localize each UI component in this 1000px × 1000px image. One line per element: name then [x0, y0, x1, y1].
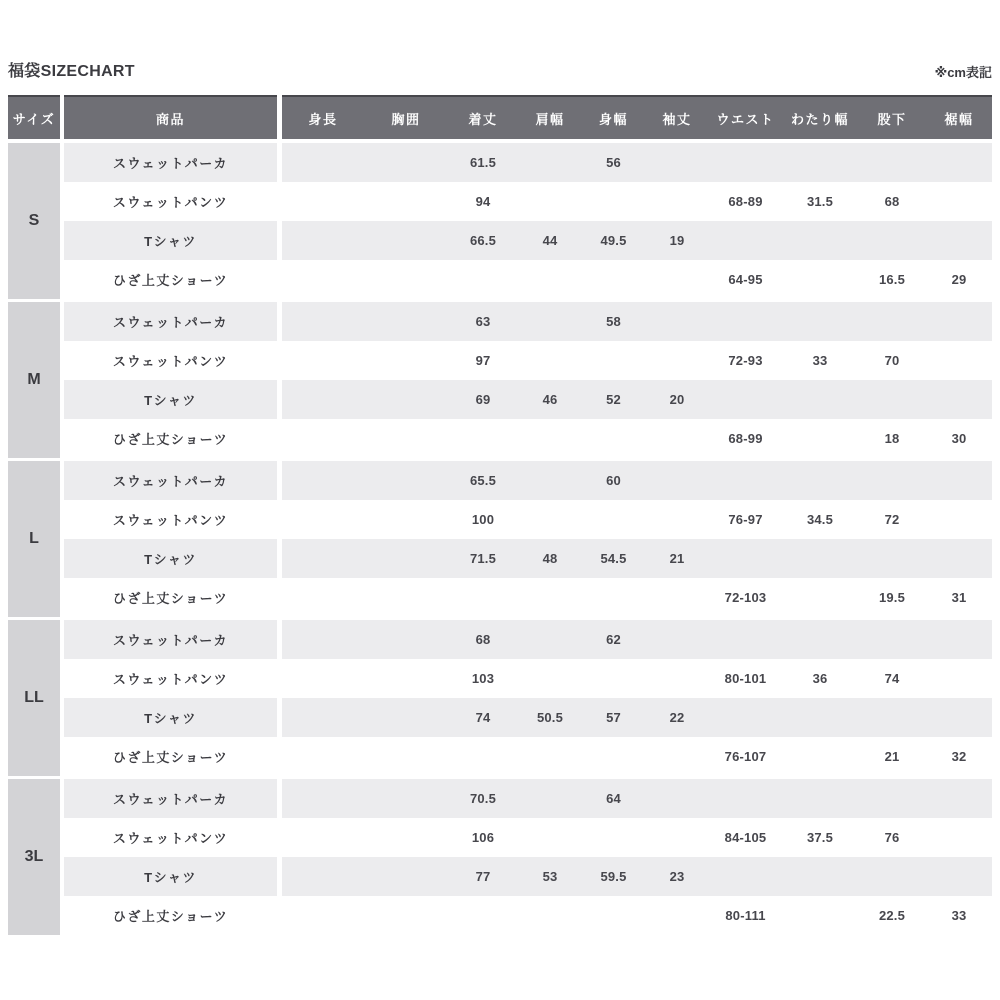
measure-cell — [518, 896, 582, 935]
measure-cell: 54.5 — [600, 551, 627, 566]
measure-cell — [645, 896, 709, 935]
measure-cell: 68-89 — [728, 194, 763, 209]
measure-cell: 19 — [669, 233, 685, 248]
measure-cell — [448, 737, 518, 776]
measure-cell: 97 — [475, 353, 491, 368]
page-title: 福袋SIZECHART — [8, 63, 135, 80]
group-rows — [64, 461, 992, 617]
measure-cell: 19.5 — [878, 590, 906, 605]
measure-cell — [926, 221, 992, 260]
measure-cell — [782, 419, 858, 458]
measure-cell: 77 — [475, 869, 491, 884]
table-row — [64, 380, 992, 419]
measure-cell — [282, 302, 364, 341]
measure-cell — [645, 578, 709, 617]
product-cell: スウェットパンツ — [112, 672, 229, 687]
measure-cell — [282, 461, 364, 500]
measure-cells — [282, 737, 992, 776]
measure-cell: 74 — [475, 710, 491, 725]
measure-cell: 71.5 — [469, 551, 497, 566]
measure-cell: 21 — [669, 551, 685, 566]
product-cell: ひざ上丈ショーツ — [112, 273, 229, 288]
product-cell: スウェットパンツ — [112, 831, 229, 846]
product-cell: スウェットパーカ — [64, 620, 277, 659]
measure-cell — [645, 779, 709, 818]
measure-cell — [858, 221, 926, 260]
measure-cell: 84-105 — [724, 830, 767, 845]
measure-cell — [858, 539, 926, 578]
measure-cell — [282, 182, 364, 221]
product-cell: Tシャツ — [64, 539, 277, 578]
measure-header-cell: 裾幅 — [944, 111, 974, 127]
measure-cell — [364, 260, 448, 299]
measure-cell — [709, 143, 782, 182]
measure-cell — [518, 341, 582, 380]
measure-cell: 50.5 — [536, 710, 564, 725]
measure-cell: 69 — [475, 392, 491, 407]
group-rows — [64, 143, 992, 299]
measure-cell — [518, 737, 582, 776]
measure-cell — [518, 620, 582, 659]
table-row — [64, 698, 992, 737]
measure-cell — [926, 698, 992, 737]
table-row — [64, 302, 992, 341]
measure-cell: 22 — [669, 710, 685, 725]
size-cell: 3L — [8, 779, 60, 935]
product-cell: スウェットパンツ — [112, 513, 229, 528]
measure-cell — [364, 539, 448, 578]
measure-cell: 49.5 — [600, 233, 627, 248]
measure-cell — [364, 857, 448, 896]
measure-cell — [282, 260, 364, 299]
measure-header-cell: わたり幅 — [790, 111, 849, 127]
table-row — [64, 341, 992, 380]
measure-cell: 16.5 — [878, 272, 906, 287]
measure-cell — [518, 302, 582, 341]
measure-cell: 46 — [542, 392, 558, 407]
measure-cell: 76 — [884, 830, 900, 845]
measure-cell — [926, 302, 992, 341]
measure-cells — [282, 500, 992, 539]
measure-cell: 31 — [951, 590, 967, 605]
measure-cell — [282, 419, 364, 458]
group-rows — [64, 779, 992, 935]
measure-cell: 94 — [475, 194, 491, 209]
measure-cell — [364, 578, 448, 617]
measure-cell — [709, 779, 782, 818]
measure-cells — [282, 578, 992, 617]
measure-cell — [709, 620, 782, 659]
measure-cell — [645, 737, 709, 776]
size-group — [8, 779, 992, 935]
size-cell: S — [8, 143, 60, 299]
table-row — [64, 539, 992, 578]
measure-cell: 31.5 — [806, 194, 834, 209]
measure-cell — [782, 896, 858, 935]
measure-cell — [709, 539, 782, 578]
measure-cell — [709, 698, 782, 737]
measure-cell: 68 — [475, 632, 491, 647]
measure-cell — [645, 818, 709, 857]
table-row — [64, 818, 992, 857]
measure-cell — [448, 896, 518, 935]
measure-cell: 76-97 — [728, 512, 763, 527]
measure-cell: 80-111 — [725, 908, 766, 923]
measure-cell — [518, 500, 582, 539]
measure-cell — [858, 698, 926, 737]
measure-cells — [282, 698, 992, 737]
measure-cell: 30 — [951, 431, 967, 446]
measure-cell — [364, 380, 448, 419]
measure-cell — [364, 818, 448, 857]
measure-cell: 63 — [475, 314, 491, 329]
measure-cell — [782, 779, 858, 818]
measure-cell: 32 — [951, 749, 967, 764]
measure-cell: 52 — [606, 392, 621, 407]
measure-cell: 106 — [471, 830, 495, 845]
measure-cell: 22.5 — [878, 908, 906, 923]
measure-cell — [709, 461, 782, 500]
measure-cell — [926, 500, 992, 539]
measure-cell — [782, 221, 858, 260]
measure-cell — [282, 659, 364, 698]
product-cell: スウェットパンツ — [112, 354, 229, 369]
measure-cell — [926, 143, 992, 182]
measure-cells — [282, 182, 992, 221]
measure-cell — [364, 737, 448, 776]
table-row — [64, 779, 992, 818]
measure-cells — [282, 302, 992, 341]
measure-cell: 61.5 — [469, 155, 497, 170]
measure-cell — [582, 818, 645, 857]
table-row — [64, 896, 992, 935]
measure-cell — [364, 620, 448, 659]
measure-cell — [709, 302, 782, 341]
measure-cell: 21 — [884, 749, 900, 764]
measure-cell — [782, 461, 858, 500]
measure-cell — [926, 779, 992, 818]
measure-cell — [926, 461, 992, 500]
measure-cell — [582, 260, 645, 299]
measure-cell — [858, 779, 926, 818]
measure-cells — [282, 419, 992, 458]
measure-cell — [282, 818, 364, 857]
measure-cell: 64-95 — [728, 272, 763, 287]
measure-cell — [782, 302, 858, 341]
measure-cell: 68 — [884, 194, 900, 209]
measure-cell — [282, 380, 364, 419]
measure-cell — [518, 419, 582, 458]
measure-cell: 34.5 — [806, 512, 834, 527]
group-rows — [64, 620, 992, 776]
measure-cells — [282, 461, 992, 500]
measure-cell — [582, 182, 645, 221]
measure-cell — [282, 578, 364, 617]
measure-cell — [282, 341, 364, 380]
measure-cell — [364, 302, 448, 341]
measure-cells — [282, 659, 992, 698]
product-cell: Tシャツ — [64, 380, 277, 419]
measure-cell — [858, 461, 926, 500]
measure-cell — [448, 578, 518, 617]
measure-cell — [926, 818, 992, 857]
measure-cells — [282, 857, 992, 896]
measure-cell: 33 — [951, 908, 967, 923]
measure-cell — [926, 182, 992, 221]
measure-cell — [926, 539, 992, 578]
unit-note: ※cm表記 — [934, 65, 992, 80]
measure-cell — [518, 818, 582, 857]
product-cell: スウェットパーカ — [64, 143, 277, 182]
measure-cell — [645, 143, 709, 182]
measure-cell — [582, 578, 645, 617]
measure-cells — [282, 896, 992, 935]
table-row — [64, 578, 992, 617]
table-row — [64, 182, 992, 221]
measure-cell — [582, 500, 645, 539]
measure-cell: 60 — [606, 473, 621, 488]
measure-cell — [709, 380, 782, 419]
table-header-row — [8, 95, 992, 139]
measure-cell — [645, 182, 709, 221]
measure-cell — [782, 260, 858, 299]
measure-cell: 64 — [606, 791, 621, 806]
measure-cell: 23 — [669, 869, 685, 884]
product-cell: Tシャツ — [64, 698, 277, 737]
measure-cell: 33 — [812, 353, 828, 368]
measure-cell — [364, 779, 448, 818]
measure-header-cell: ウエスト — [716, 111, 775, 127]
measure-cell — [782, 620, 858, 659]
table-row — [64, 260, 992, 299]
measure-cells — [282, 620, 992, 659]
measure-cell — [858, 143, 926, 182]
measure-cell — [645, 302, 709, 341]
measure-cell — [858, 620, 926, 659]
product-cell: Tシャツ — [64, 221, 277, 260]
measure-cell — [448, 419, 518, 458]
measure-cell: 57 — [606, 710, 621, 725]
group-rows — [64, 302, 992, 458]
measure-cell — [926, 659, 992, 698]
measure-cell: 103 — [471, 671, 495, 686]
measure-cell — [858, 857, 926, 896]
measure-cell — [645, 620, 709, 659]
measure-cell — [518, 659, 582, 698]
measure-cell: 56 — [606, 155, 621, 170]
measure-cell: 100 — [471, 512, 495, 527]
measure-cell — [926, 857, 992, 896]
measure-cell — [582, 341, 645, 380]
title-bar — [8, 58, 992, 81]
size-cell: M — [8, 302, 60, 458]
product-cell: スウェットパーカ — [64, 302, 277, 341]
measure-cell — [782, 380, 858, 419]
measure-cell — [518, 182, 582, 221]
measure-cell — [645, 461, 709, 500]
measure-cell — [518, 143, 582, 182]
measure-header-cell: 身幅 — [598, 111, 628, 127]
measure-cell: 76-107 — [724, 749, 767, 764]
measure-cell — [518, 779, 582, 818]
measure-cell — [858, 302, 926, 341]
size-group — [8, 143, 992, 299]
measure-cell — [782, 578, 858, 617]
measure-cell: 59.5 — [600, 869, 627, 884]
measure-cell — [645, 500, 709, 539]
product-cell: Tシャツ — [64, 857, 277, 896]
measure-cell — [926, 380, 992, 419]
measure-cell: 20 — [669, 392, 685, 407]
measure-cell — [364, 500, 448, 539]
measure-cell — [282, 779, 364, 818]
measure-header-cell: 胸囲 — [391, 111, 421, 127]
measure-header-cell: 股下 — [877, 111, 907, 127]
table-row — [64, 737, 992, 776]
measure-cell — [364, 659, 448, 698]
measure-cell: 44 — [542, 233, 558, 248]
measure-cell — [364, 182, 448, 221]
measure-cell — [782, 539, 858, 578]
size-cell: L — [8, 461, 60, 617]
size-group — [8, 461, 992, 617]
table-row — [64, 659, 992, 698]
measure-cell — [282, 698, 364, 737]
measure-cell: 65.5 — [469, 473, 497, 488]
measure-cell — [364, 461, 448, 500]
product-cell: スウェットパーカ — [64, 461, 277, 500]
measure-cell: 72-93 — [728, 353, 763, 368]
size-chart-table — [8, 95, 992, 935]
measure-cells — [282, 143, 992, 182]
measure-header-cell: 身長 — [308, 111, 338, 127]
measure-header-group — [282, 95, 992, 139]
measure-cell — [282, 539, 364, 578]
measure-cell — [364, 221, 448, 260]
measure-cell: 68-99 — [728, 431, 763, 446]
measure-cell: 72-103 — [724, 590, 767, 605]
measure-cell — [926, 620, 992, 659]
measure-cell — [518, 461, 582, 500]
measure-cell: 66.5 — [469, 233, 497, 248]
measure-cells — [282, 221, 992, 260]
size-cell: LL — [8, 620, 60, 776]
product-cell: ひざ上丈ショーツ — [112, 591, 229, 606]
measure-cell — [282, 737, 364, 776]
measure-cell — [645, 260, 709, 299]
size-group — [8, 620, 992, 776]
table-row — [64, 620, 992, 659]
measure-cells — [282, 260, 992, 299]
product-cell: ひざ上丈ショーツ — [112, 432, 229, 447]
measure-cell — [709, 857, 782, 896]
measure-cell — [364, 419, 448, 458]
measure-cell: 48 — [542, 551, 558, 566]
measure-cell — [782, 857, 858, 896]
measure-cell — [364, 698, 448, 737]
measure-header-cell: 肩幅 — [535, 111, 565, 127]
size-group — [8, 302, 992, 458]
measure-cell: 72 — [884, 512, 900, 527]
product-cell: ひざ上丈ショーツ — [112, 909, 229, 924]
measure-cells — [282, 539, 992, 578]
product-column-header: 商品 — [64, 95, 277, 139]
product-cell: スウェットパーカ — [64, 779, 277, 818]
measure-cell: 70.5 — [469, 791, 497, 806]
measure-cell — [282, 500, 364, 539]
measure-cell — [582, 737, 645, 776]
measure-cell — [582, 659, 645, 698]
measure-cell — [645, 419, 709, 458]
measure-header-cell: 着丈 — [468, 111, 498, 127]
measure-cell — [518, 578, 582, 617]
measure-cell — [645, 341, 709, 380]
measure-header-cell: 袖丈 — [662, 111, 692, 127]
measure-cell — [582, 419, 645, 458]
measure-cell — [282, 857, 364, 896]
table-row — [64, 221, 992, 260]
product-cell: スウェットパンツ — [112, 195, 229, 210]
measure-cell: 37.5 — [806, 830, 834, 845]
table-body — [8, 143, 992, 935]
measure-cell: 18 — [884, 431, 900, 446]
measure-cell — [645, 659, 709, 698]
measure-cell — [782, 698, 858, 737]
measure-cells — [282, 779, 992, 818]
measure-cell — [364, 143, 448, 182]
measure-cell — [782, 737, 858, 776]
measure-cells — [282, 380, 992, 419]
size-column-header: サイズ — [8, 95, 60, 139]
measure-cell: 29 — [951, 272, 967, 287]
measure-cell — [582, 896, 645, 935]
measure-cell: 53 — [542, 869, 558, 884]
measure-cell — [282, 896, 364, 935]
table-row — [64, 419, 992, 458]
measure-cell: 74 — [884, 671, 900, 686]
measure-cell: 80-101 — [724, 671, 767, 686]
table-row — [64, 500, 992, 539]
table-row — [64, 461, 992, 500]
table-row — [64, 143, 992, 182]
measure-cell: 58 — [606, 314, 621, 329]
measure-cell — [282, 620, 364, 659]
measure-cells — [282, 818, 992, 857]
measure-cell — [782, 143, 858, 182]
measure-cell: 36 — [812, 671, 828, 686]
measure-cell: 70 — [884, 353, 900, 368]
measure-cell — [448, 260, 518, 299]
product-cell: ひざ上丈ショーツ — [112, 750, 229, 765]
measure-cell — [282, 221, 364, 260]
measure-cell — [282, 143, 364, 182]
measure-cell — [364, 341, 448, 380]
table-row — [64, 857, 992, 896]
measure-cell — [858, 380, 926, 419]
measure-cell — [364, 896, 448, 935]
measure-cell — [709, 221, 782, 260]
measure-cell: 62 — [606, 632, 621, 647]
measure-cells — [282, 341, 992, 380]
measure-cell — [926, 341, 992, 380]
measure-cell — [518, 260, 582, 299]
